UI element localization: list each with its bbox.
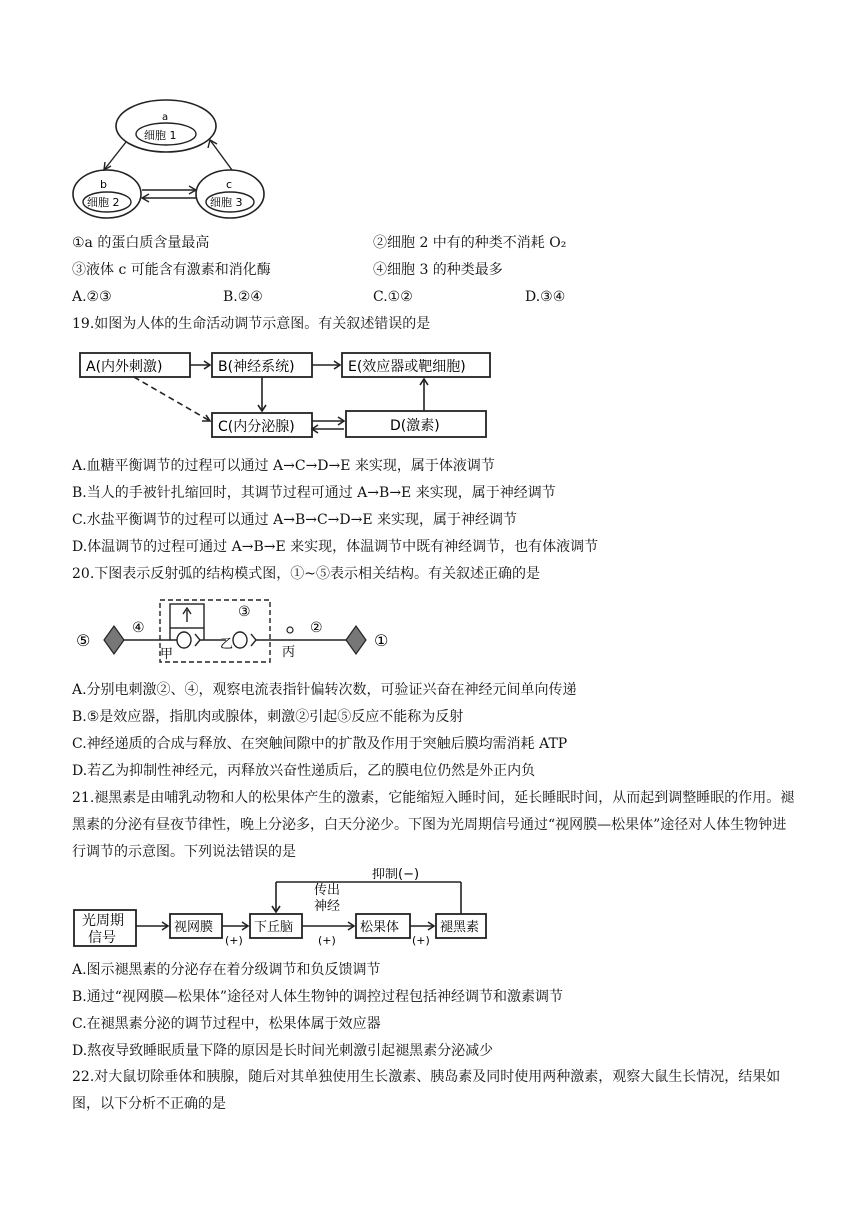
q21-label-inhibit: 抑制(−) [372, 868, 420, 882]
q19-box-e: E(效应器或靶细胞) [348, 359, 466, 375]
q20-label-jia: 甲 [160, 647, 174, 662]
q21-melatonin-diagram [72, 868, 492, 948]
q21-plus-2: (+) [318, 934, 336, 947]
q20-option-a: A.分别电刺激②、④，观察电流表指针偏转次数，可验证兴奋在神经元间单向传递 [72, 682, 577, 698]
q18-option-b: B.②④ [223, 289, 263, 305]
q20-stem: 20.下图表示反射弧的结构模式图，①~⑤表示相关结构。有关叙述正确的是 [72, 566, 540, 582]
q19-box-b: B(神经系统) [218, 359, 295, 375]
q18-label-b: b [100, 178, 107, 191]
q21-box-signal-1: 光周期 [82, 913, 124, 929]
q18-label-cell3: 细胞 3 [210, 196, 243, 209]
q21-option-b: B.通过“视网膜—松果体”途径对人体生物钟的调控过程包括神经调节和激素调节 [72, 989, 564, 1005]
q18-label-a: a [162, 112, 169, 123]
q20-option-c: C.神经递质的合成与释放、在突触间隙中的扩散及作用于突触后膜均需消耗 ATP [72, 736, 568, 752]
q21-box-pineal: 松果体 [360, 920, 400, 935]
q18-cell-diagram [70, 98, 270, 220]
q18-statement-1: ①a 的蛋白质含量最高 [72, 235, 210, 251]
q19-regulation-diagram [74, 345, 499, 445]
q19-option-d: D.体温调节的过程可通过 A→B→E 来实现，体温调节中既有神经调节，也有体液调节 [72, 539, 599, 555]
q21-stem: 21.褪黑素是由哺乳动物和人的松果体产生的激素，它能缩短入睡时间，延长睡眠时间，从而起到调整睡眠的作用。褪黑素的分泌有昼夜节律性，晚上分泌多，白天分泌少。下图为光周期信号通过“视网膜—松果体”途径对人体生物钟进行调节的示意图。下列说法错误的是 [72, 790, 795, 860]
q21-box-melatonin: 褪黑素 [440, 920, 480, 935]
q21-option-d: D.熬夜导致睡眠质量下降的原因是长时间光刺激引起褪黑素分泌减少 [72, 1043, 494, 1059]
q21-box-hypothalamus: 下丘脑 [254, 920, 294, 935]
q19-option-a: A.血糖平衡调节的过程可以通过 A→C→D→E 来实现，属于体液调节 [72, 458, 495, 474]
q22-stem: 22.对大鼠切除垂体和胰腺，随后对其单独使用生长激素、胰岛素及同时使用两种激素，观察大鼠生长情况，结果如图，以下分析不正确的是 [72, 1069, 781, 1112]
q20-label-5: ⑤ [76, 631, 91, 650]
q20-label-1: ① [374, 631, 389, 650]
q20-reflex-arc-diagram [74, 596, 404, 668]
q18-statement-4: ④细胞 3 的种类最多 [373, 262, 503, 278]
q20-option-d: D.若乙为抑制性神经元，丙释放兴奋性递质后，乙的膜电位仍然是外正内负 [72, 763, 536, 779]
q19-box-d: D(激素) [390, 418, 440, 434]
q18-option-a: A.②③ [72, 289, 112, 305]
q21-plus-3: (+) [412, 934, 430, 947]
q21-box-retina: 视网膜 [174, 920, 214, 935]
q20-label-3: ③ [238, 604, 251, 620]
q18-option-c: C.①② [373, 289, 413, 305]
q18-statement-3: ③液体 c 可能含有激素和消化酶 [72, 262, 271, 278]
q19-box-c: C(内分泌腺) [218, 419, 295, 435]
q20-label-yi: 乙 [220, 637, 234, 652]
q20-label-bing: 丙 [282, 645, 296, 660]
q21-label-out-nerve-1: 传出 [314, 883, 341, 898]
q20-label-4: ④ [132, 620, 145, 636]
q19-stem: 19.如图为人体的生命活动调节示意图。有关叙述错误的是 [72, 316, 431, 332]
q20-label-2: ② [310, 620, 323, 636]
q19-option-c: C.水盐平衡调节的过程可以通过 A→B→C→D→E 来实现，属于神经调节 [72, 512, 518, 528]
q18-statement-2: ②细胞 2 中有的种类不消耗 O₂ [373, 235, 567, 251]
q18-label-cell1: 细胞 1 [144, 129, 177, 142]
q21-option-a: A.图示褪黑素的分泌存在着分级调节和负反馈调节 [72, 962, 381, 978]
q18-label-c: c [226, 178, 233, 191]
q21-plus-1: (+) [225, 934, 243, 947]
q19-option-b: B.当人的手被针扎缩回时，其调节过程可通过 A→B→E 来实现，属于神经调节 [72, 485, 556, 501]
q21-option-c: C.在褪黑素分泌的调节过程中，松果体属于效应器 [72, 1016, 381, 1032]
q18-label-cell2: 细胞 2 [87, 196, 120, 209]
q21-box-signal-2: 信号 [88, 930, 116, 946]
q18-option-d: D.③④ [525, 289, 566, 305]
q20-option-b: B.⑤是效应器，指肌肉或腺体，刺激②引起⑤反应不能称为反射 [72, 709, 464, 725]
q21-label-out-nerve-2: 神经 [314, 899, 341, 914]
q19-box-a: A(内外刺激) [86, 359, 163, 375]
